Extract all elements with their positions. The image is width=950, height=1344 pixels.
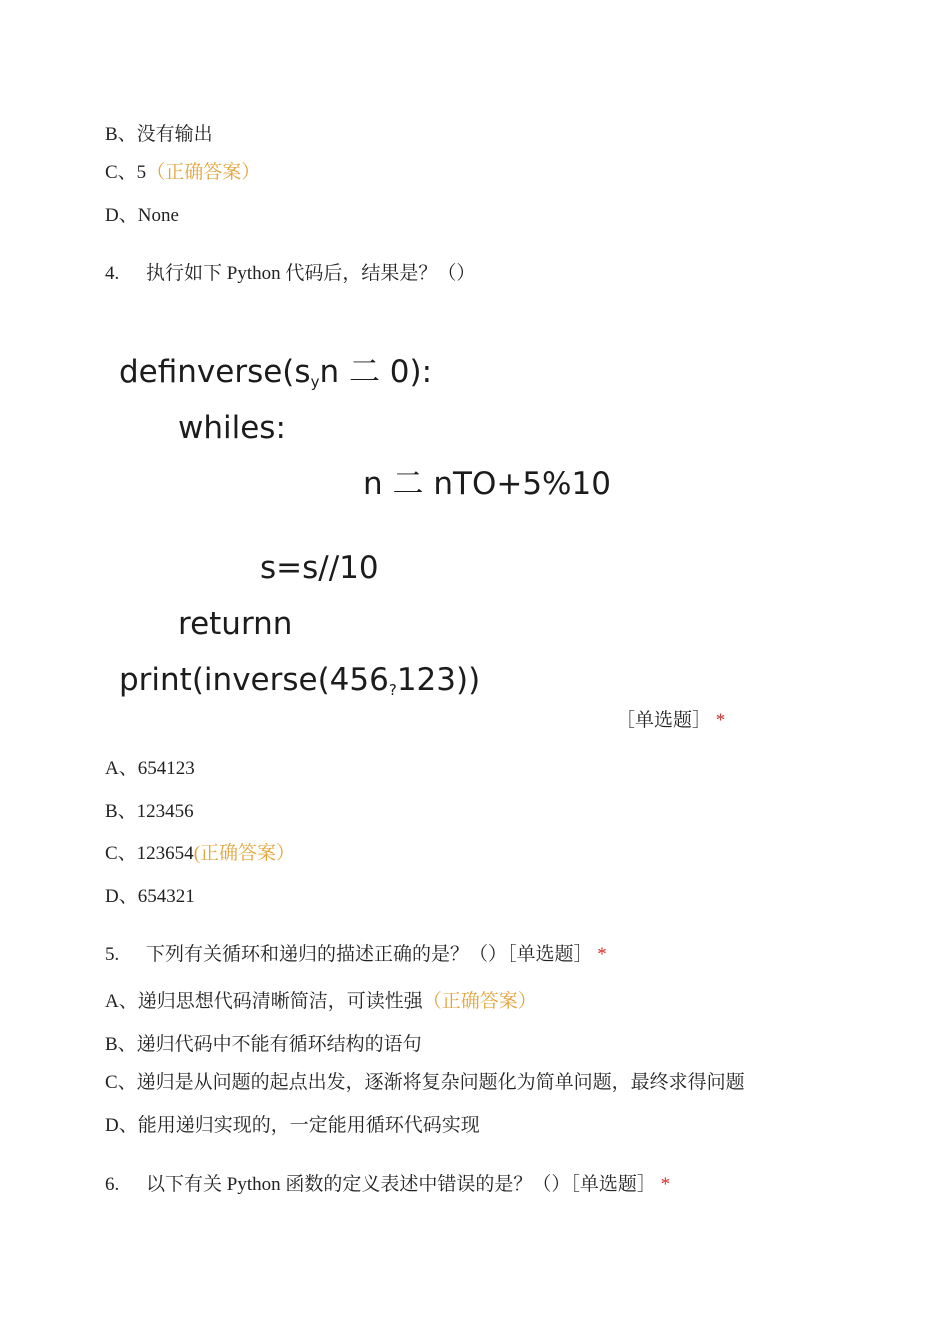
code-line-4: s=s//10 xyxy=(260,550,379,586)
q3-option-b[interactable] xyxy=(105,123,213,147)
correct-answer-tag: (正确答案） xyxy=(193,843,296,864)
required-star: * xyxy=(597,944,607,965)
question-type: ［单选题］ xyxy=(507,944,593,965)
question-text: 以下有关 Python 函数的定义表述中错误的是？（） xyxy=(146,1174,571,1195)
question-type: ［单选题］ xyxy=(570,1174,656,1195)
q6-question xyxy=(105,1173,670,1197)
code-line-3: n 二 nTO+5%10 xyxy=(363,466,611,502)
q4-type-label xyxy=(616,709,725,733)
q5-option-b[interactable] xyxy=(105,1033,422,1057)
question-text: 执行如下 Python 代码后，结果是？（） xyxy=(146,263,476,284)
option-text: D、能用递归实现的，一定能用循环代码实现 xyxy=(105,1115,480,1136)
q4-question xyxy=(105,262,475,286)
question-text: 下列有关循环和递归的描述正确的是？（） xyxy=(146,944,508,965)
code-line-1: $definverse(s_yn$ 二 0): xyxy=(119,354,433,391)
question-number: 4. xyxy=(105,263,120,284)
code-line-5: returnn xyxy=(178,606,293,642)
q4-option-a[interactable] xyxy=(105,757,195,781)
question-number: 5. xyxy=(105,944,120,965)
q5-question xyxy=(105,943,607,967)
correct-answer-tag: （正确答案） xyxy=(422,991,537,1012)
option-text: C、123654 xyxy=(105,843,194,864)
option-text: C、5 xyxy=(105,162,147,183)
option-text: B、没有输出 xyxy=(105,124,213,145)
q5-option-c[interactable] xyxy=(105,1071,745,1095)
q3-option-c[interactable] xyxy=(105,161,260,185)
code-line-2: whiles: xyxy=(178,410,286,446)
code-line-6: $print(inverse(456_?123))$ xyxy=(119,662,481,699)
correct-answer-tag: （正确答案） xyxy=(146,162,261,183)
q4-option-d[interactable] xyxy=(105,885,195,909)
question-type: ［单选题］ xyxy=(616,710,712,731)
option-text: B、递归代码中不能有循环结构的语句 xyxy=(105,1034,422,1055)
q4-option-c[interactable] xyxy=(105,842,295,866)
option-text: A、654123 xyxy=(105,758,195,779)
q5-option-d[interactable] xyxy=(105,1114,480,1138)
q4-option-b[interactable] xyxy=(105,800,194,824)
option-text: B、123456 xyxy=(105,801,194,822)
q3-option-d[interactable] xyxy=(105,204,179,228)
option-text: D、654321 xyxy=(105,886,195,907)
required-star: * xyxy=(660,1174,671,1195)
option-text: D、None xyxy=(105,205,179,226)
required-star: * xyxy=(715,710,726,731)
q5-option-a[interactable] xyxy=(105,990,537,1014)
option-text: A、递归思想代码清晰简洁，可读性强 xyxy=(105,991,423,1012)
option-text: C、递归是从问题的起点出发，逐渐将复杂问题化为简单问题，最终求得问题 xyxy=(105,1072,745,1093)
question-number: 6. xyxy=(105,1174,120,1195)
